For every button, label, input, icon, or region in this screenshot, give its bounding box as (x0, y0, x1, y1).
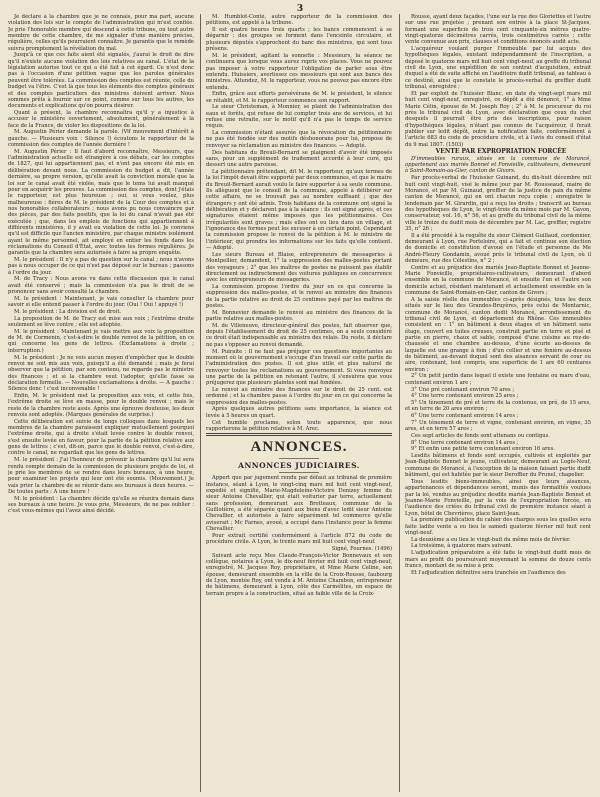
article-paragraph: M. Puiraite : Il ne faut pas préjuger ces questions importantes au moment où le gouvernement s'occupe d'un travail sur cette partie de l'administration des postes. Il est plus utile et plus naturel de renvoyer toutes les réclamations au gouvernement. Si vous renvoyez une partie de la pétition en retenant l'autre, il s'ensuivra que vous préjugerez que plusieurs plaintes sont mal fondées. (206, 348, 392, 387)
article-paragraph: Les sieurs Bureau et Blaise, entrepreneurs de messageries à Montpellier, demandent, 1° la suppression des malles-postes portant des voyageurs ; 2° que les maîtres de postes ne puissent pas établir directement ou indirectement des voitures publiques en concurrence avec les entrepreneurs de messageries. (206, 251, 392, 284)
annonces-title: ANNONCES. (250, 439, 348, 456)
article-paragraph: 4° Une terre contenant environ 25 ares ; (411, 393, 519, 400)
page-number: 3 (296, 4, 304, 14)
article-paragraph: M. le président : Maintenant je vais mettre aux voix la proposition de M. de Cormenin, c'est-à-dire le double renvoi de la pétition, en ce qui concerne les gens de lettres. (Exclamations à droite ; interruption.) (8, 328, 194, 354)
article-paragraph: Il est quatre heures trois quarts ; les bancs commencent à se dégarnir ; des groupes se forment dans l'enceinte circulaire, et plusieurs députés s'approchent du banc des ministres, qui sont tous présens. (206, 27, 392, 53)
article-paragraph: La commission propose l'ordre du jour en ce qui concerne la suppression des malles-postes, et le renvoi au ministre des finances de la partie relative au droit de 25 centimes payé par les maîtres de postes. (206, 283, 392, 309)
article-paragraph: La pétitionnaire prétendant, dit M. le rapporteur, qu'aux termes de la loi l'impôt devait être supporté par deux communes, et que le maire du Breuil-Bernard aurait voulu le faire supporter à sa seule commune. Ils allèguent que le conseil de la commune, appelé à délibérer sur cette affaire, ne se trouvait pas au nombre suffisant ; que des étrangers y ont été admis. Trois habitans de la commune ont signé la délibération et y déclarent pas à la séance : ils ont signé après, et ces signatures étaient même imposés que les pétitionnaires. Ces irrégularités sont graves ; mais elles ont eu lieu dans un village, et l'ignorance des formes peut les excuser à un certain point. Cependant la commission propose le renvoi de la pétition à M. le ministre de l'intérieur, qui prendra les informations sur les faits qu'elle contient. — Adopté. (206, 168, 392, 252)
column-2-body (206, 14, 392, 432)
article-paragraph: M. le président : Maintenant, je vais consulter la chambre pour savoir si elle entend passer à l'ordre du jour. (Oui ! Oui ! appuyé !) (8, 295, 194, 309)
article-paragraph: M. Augustin Périer : Il faut d'abord reconnaître, Messieurs, que l'administration actuelle est étrangère à ces débats, car les comptes de 1827, qui lui appartiennent pas, et n'ont pas encore été mis en délibération devant nous. La commission du budget a dit, l'année dernière, sa propre version, qu'elle avait la conviction morale que la loi sur le canal avait été violée, mais que le tems lui avait manqué pour en acquérir les preuves. La commission des comptes, dont j'étais le rapporteur, est plus heureuse ; oui, si vous voulez, plus malheureuse : fières de M. le président de la Cour des comptes et à nos honorables collaborateurs ; nous avons pu nous convaincre par des pièces, par des faits positifs, que la loi du canal n'avait pas été exécutée ; que, dans les emplois de fonctions qui appartiennent à différents ministères, il y avait eu violation de cette loi. Je conviens qu'il est difficile que l'ancien ministère, par chaque ministre isolément ayant le même personnel, ait employé en entier les fonds dans les réclamations du Conseil d'État, avec toutes les formes régulières. Je garantis que la chambre sera autorisée à faire sa propre enquête. (8, 148, 194, 257)
article-paragraph: La première publication du cahier des charges sous les quelles sera faite ladite vente a eu lieu le samedi quatorze février mil huit cent vingt-neuf. (405, 517, 591, 536)
article-paragraph: M. le président : La division est de droit. (14, 308, 122, 315)
article-paragraph: A la saisie réelle des immeubles ci-après désignés, tous les deux situés sur le lieu des Grandes-Bruyères, près celui de Montarnic, commune de Morancé, canton dudit Morancé, arrondissement du tribunal civil de Lyon, et département du Rhône. Ces immeubles consistent en : 1° un bâtiment à deux étages et un bâtiment sans étage, couvert en tuiles creuses, construit partie en terre et pisé et partie en pierre, chaux et sable, composé d'une cuisine au rez-de-chaussée et une chambre au-dessus, d'une écurie au-dessus de laquelle est une grange à foin ; d'un cellier et une fenière au-dessus de bâtiment, au-devant duquel sont des aisances servant de cour ou aire, contenant, tout compris, une superficie de 1 are 60 centiares environ ; (405, 296, 591, 373)
article-paragraph: Cet humble proclame, selon toute apparence, que nous rapporterons la pétition relative à M. Arec. (206, 419, 392, 432)
sale-heading: VENTE PAR EXPROPRIATION FORCÉE (435, 148, 567, 156)
article-paragraph: 5° Un tènement de pré et terre de la contenue, en pré, de 15 ares, et en terre de 20 ares environ ; (405, 399, 591, 413)
article-paragraph: M. Augustin Périer demande la parole. (Vif mouvement d'intérêt à gauche. — Plusieurs voix : Silence !) écoutons le rapporteur de la commission des comptes de l'année dernière ! (8, 129, 194, 149)
article-paragraph: La troisième, à quatorze mars suivant. (411, 543, 513, 550)
article-paragraph: Tous lesdits biens-immeubles, ainsi que leurs aisances, appartenances et dépendances seront, munis des formalités voulues par la loi, vendus au préjudice desdits mariés Jean-Baptiste Bonnet et Jeanne-Marie Fonvieille, par la voie de l'expropriation forcée, en l'audience des criées du tribunal civil de première instance séant à Lyon, hôtel de Chevrières, place Saint-Jean. (405, 478, 591, 517)
article-paragraph: Enfin, grâce aux efforts persévérans de M. le président, le silence se rétablit, et M. le rapporteur commence son rapport. (206, 91, 392, 104)
article-paragraph: Le sieur Christeman, à Monnier, se plaint de l'administration des eaux et forêts, qui refuse de lui compter trois ans de services, et lui refuse une retraite, sur le motif qu'il n'a pas le temps de service requis. (206, 104, 392, 130)
article-paragraph: Pour extrait certifié conformément à l'article 872 du code de procédure civile. A Lyon, le trente mars mil huit cent vingt-neuf. (206, 532, 392, 546)
article-paragraph: M. Humblot-Conté, autre rapporteur de la commission des pétitions, est appelé à la tribune. (206, 14, 392, 27)
article-paragraph: Contre et au préjudice des mariés Jean-Baptiste Bonnet et Jeanne-Marie Fonvieille, propriétaires-cultivateurs, demeurant d'abord ensemble en la commune de Morancé, et ensuite l'un et l'autre son domicile actuel, résidant maintenant et actuellement ensemble en la commune de Saint-Romain-en-Gier, canton de Givors ; (405, 264, 591, 297)
article-paragraph: 6° Une terre contenant environ 14 ares ; (411, 413, 519, 420)
article-paragraph: D'immeubles ruraux, situés en la commune de Morancé, appartenant aux mariés Bonnet et Fonvieille, cultivateurs, demeurant à Saint-Romain-au-Gier, canton de Givors. (405, 155, 591, 175)
article-paragraph: La deuxième a eu lieu le vingt-huit du même mois de février. (411, 536, 571, 543)
column-rule (200, 14, 201, 792)
article-paragraph: Il a été procédé à la requête du sieur Clément Guillaud, cordonnier, demeurant à Lyon, rue Porteloire, qui a fait et continue son élection de domicile et constitution d'avoué en l'étude et personne de Me André-Fleury Gondamin, avoué près le tribunal civil de Lyon, où il demeure, rue des Célestins, n° 2 ; (405, 232, 591, 265)
article-paragraph: 7° Un tènement de terre et vigne, contenant environ, en vigne, 35 ares, et en terre 57 ares ; (405, 419, 591, 433)
article-paragraph: Cette délibération est suivie de longs colloques dans lesquels les membres de la chambre paraissent expliquer mutuellement pourquoi l'extrême droite, qui à droite s'était levée contre le double renvoi, s'est ensuite levée en faveur, pour la partie de la pétition relative aux gens de lettres ; c'est, dit-on, parce que le double renvoi, c'est-à-dire, contre le canal, ne regardait que les gens de lettres. (8, 418, 194, 457)
title-divider (279, 458, 319, 459)
article-paragraph: Lesdits bâtimens et fonds sont occupés, cultivés et exploités par Jean-Baptiste Bonnet le jeune, cultivateur, demeurant au Logis-Neuf, commune de Morancé, à l'exception de la maison faisant partie dudit bâtiment, qui est habitée par le sieur Deroffier du Prunel, chapelier. (405, 453, 591, 479)
article-paragraph: Par procès-verbal de l'huissier Guinand, du dix-huit décembre mil huit cent vingt-huit, visé le même jour par M. Rousseaud, maire de Morancé, et par M. Guinaud, greffier de la justice de paix du même canton de Morancé, qui en ont chacun reçu copie ; enregistré le lendemain par M. Girardin, qui a reçu les droits ; transcrit au bureau des hypothèques de Lyon, le vingt-trois du même mois par M. Gavon, conservateur, vol. 16, n° 56, et au greffe du tribunal civil de la même ville le treize du dudit mois de décembre par M. Lac, greffier, registre 35, n° 26 ; (405, 175, 591, 232)
annonces-body (206, 475, 392, 597)
section-divider (206, 433, 392, 436)
column-2 (206, 14, 392, 792)
article-paragraph: L'adjudication préparatoire a été faite le vingt-huit dudit mois de mars au profit du poursuivant moyennant la somme de douze cents francs, montant de sa mise à prix. (405, 550, 591, 569)
article-paragraph: M. le président : Il n'y a pas de question sur le canal ; nous n'avons pas à nous occuper de ce qui n'est pas déposé sur le bureau ; passons à l'ordre du jour. (8, 257, 194, 276)
article-paragraph: Je déclare à la chambre que je ne connais, pour ma part, aucune violation des lois sur le compte de l'administration qui m'est confiée. Je prie l'honorable membre qui descend à cette tribune, ou tout autre membre de cette chambre, de me signaler d'une manière précise, régulière, celles qu'ils pourraient connaître. Je garantis que le remède suivra promptement la révélation du mal. (8, 14, 194, 52)
article-paragraph: Et par exploit de l'huissier Blanc, en date du vingt-sept mars mil huit cent vingt-neuf, enregistré, ce dépôt a été dénoncé, 1° à Mme Marie Célin, épouse de M. Joseph Roy ; 2° à M. le procureur du roi près le tribunal civil de Lyon, avec déclaration que ceux du chef desquels il pourrait être pris des inscriptions, pour raison d'hypothèques légales, n'étant pas connus de l'acquéreur, il ferait publier sur ledit dépôt, outre la notification faite, conformément à l'article 683 du code de procédure civile, et à l'avis du conseil d'état du 9 mai 1807. (1503) (405, 90, 591, 148)
article-paragraph: 2° Un petit jardin dans lequel il existe une fontaine ou mare d'eau, contenant environ 1 are ; (405, 373, 591, 386)
article-paragraph: Des habitans du Breuil-Bernard se plaignent d'avoir été imposés sans, pour un supplément de traitement accordé à leur curé, qui dessert une autre paroisse. (206, 149, 392, 169)
article-paragraph: 9° Et enfin une petite terre contenant environ 16 ares. (411, 446, 555, 453)
article-paragraph: La commission n'étant assurée que la révocation du pétitionnaire ne pas été fondée sur des motifs déshonorans pour lui, propose de renvoyer sa réclamation au ministre des finances. — Adopté. (206, 130, 392, 149)
article-paragraph: La proposition de M. de Tracy est mise aux voix ; l'extrême droite seulement se lève contre ; elle est adoptée. (8, 315, 194, 329)
article-paragraph: Après quelques autres pétitions sans importance, la séance est levée à 5 heures un quart. (206, 406, 392, 419)
column-3 (405, 14, 591, 792)
article-paragraph: M. le président, agitant la sonnette : Messieurs, la séance ne continuera que lorsque vous aurez repris vos places. Vous ne pouvez pas imposer à votre rapporteur l'obligation de parler sous être entendu. Huissiers, avertissez ces messieurs qui sont aux bancs des ministres. Attendez, M. le rapporteur, vous ne pouvez pas encore être entendu. (206, 52, 392, 91)
article-paragraph: Jusqu'à ce que ces faits aient été signalés, j'aurai le droit de dire qu'il n'existe aucune violation des lois relatives au canal. L'état de la législation autorise tout ce qui a été fait à cet égard. Ce n'est donc pas à l'occasion d'une pétition vague que les paroles générales peuvent être tolérées. La commission des comptes est réunie, celle du budget va l'être. C'est là que tous les éléments des comptes généraux et des comptes particuliers des ministres doivent arriver. Nous sommes prêts à fournir sur ce point, comme sur tous les autres, les documents et explications qu'on pourra désirer. (8, 52, 194, 110)
article-paragraph: L'acquéreur voulant purger l'immeuble par lui acquis des hypothèques légales, existant indépendamment de l'inscription, a déposé le quatorze mars mil huit cent vingt-neuf, au greffe du tribunal civil de Lyon, une expédition de son contrat d'acquisition, extrait duquel a été de suite affiché en l'auditoire dudit tribunal, au tableau à ce destiné, ainsi que le constate le procès-verbal du greffier dudit tribunal, enregistré ; (405, 46, 591, 91)
article-paragraph: M. le président : La chambre décide qu'elle se réunira demain dans ses bureaux à une heure. Je vous prie, Messieurs, de ne pas oublier : c'est vous-mêmes qui l'avez ainsi décidé. (8, 495, 194, 515)
article-paragraph: M. Bonnevier demande le renvoi au ministre des finances de la partie relative aux malles-postes. (206, 309, 392, 323)
article-paragraph: Appert que par jugement rendu par défaut au tribunal de première instance, séant à Lyon, le vingt-cinq mars mil huit cent vingt-neuf, expédié et signifié, Marie-Magdeleine-Victoire Denizey femme du sieur Antoine Chevallier, qui était voiturier par terre, actuellement sans profession, demeurant aux Brotteaux, commune de la Guillotière, a été séparée quant aux biens d'avec ledit sieur Antoine Chevallier, et autorisée à faire séparément tel commerce qu'elle aviserait ; Mc Farnes, avoué, a occupé dans l'instance pour la femme Chevallier. (206, 475, 392, 532)
article-paragraph: M. le président : J'ai l'honneur de prévenir la chambre qu'il lui sera rendu compte demain de la commission de plusieurs projets de loi, et je prie les membres de se rendre dans leurs bureaux, à une heure, pour examiner les projets qui leur ont été soumis. (Mouvement.) Je vais prier la chambre de se réunir dans ses bureaux à deux heures. — De toutes parts : A une heure ! (8, 457, 194, 495)
article-paragraph: 3° Une pré contenant environ 70 ares ; (411, 386, 515, 393)
column-rule (399, 14, 400, 792)
article-paragraph: Enfin, M. le président met la proposition aux voix, et cette fois, l'extrême droite se lève en masse, pour le double renvoi ; mais le reste de la chambre reste assis. Après une épreuve douteuse, les deux renvois sont adoptés. (Marques générales de surprise.) (8, 392, 194, 418)
article-paragraph: Suivant acte reçu Mes Claude-François-Victor Bonnevaux et son collègue, notaires à Lyon, le dix-neuf février mil huit cent vingt-neuf, enregistré, M. Jacques Roy, propriétaire, et Mme Marie Celine, son épouse, demeurant ensemble en la ville de la Croix-Rousse, faubourg de Lyon, montée Roy, ont vendu à M. Antoine Chambon, entrepreneur de bâtimens, demeurant à Lyon, côte des Carmélites, un espace de terrain propre à la construction, situé au faible ville de la Croix- (206, 552, 392, 597)
subtitle-divider (279, 472, 319, 473)
article-paragraph: Ces sept articles de fonds sont attenans ou contigus. (411, 432, 550, 439)
annonces-judiciaires-heading: ANNONCES JUDICIAIRES. (238, 461, 360, 471)
column-1 (8, 14, 194, 792)
article-paragraph: M. de Villeneuve, directeur-général des postes, fait observer que, depuis l'établissement du droit de 25 centimes, on a seuls considéré ce droit était indispensable au ministre des relais. Du reste, il déclare ne pas s'opposer au renvoi demandé. (206, 322, 392, 348)
article-paragraph: M. de Tracy : Nous avons vu dans cette discussion que le canal avait été conservé ; mais la commission n'a pas le droit de se prononcer sans avoir consulté la chambre. (8, 276, 194, 296)
article-paragraph: M. le président : Je ne vois aucun moyen d'empêcher que le double renvoi ne soit mis aux voix, puisqu'il a été demandé ; mais je ferai observer que la pétition, par son contenu, ne regarde pas le ministre des finances ; et si la chambre veut l'adopter, qu'elle fasse sa déclaration formelle. — Nouvelles exclamations à droite. — A gauche : Silence donc ! c'est inconvenable ! (8, 354, 194, 393)
article-paragraph: Et l'adjudication définitive sera tranchée en l'audience des (411, 569, 566, 576)
article-paragraph: Le renvoi au ministre des finances sur le droit de 25 cent. est ordonné ; et la chambre passe à l'ordre du jour en ce qui concerne la suppression des malles-postes. (206, 387, 392, 406)
article-paragraph: 8° Une terre contenant environ 14 ares ; (411, 439, 519, 446)
article-paragraph: Rousse, ayant deux façades, l'une sur la rue des Gloriettes et l'autre sur une rue projetée ; prenant son entrée à la place St-Jacques, formant une superficie de trois cent cinquante-six mètres quatre-vingt-quatorze décimètres carrés, trois centimètres carrés ; cette vente convenue aux prix, clauses et conditions énoncés audit acte. (405, 14, 591, 46)
article-paragraph: Signé, Fournes. (1496) (331, 545, 392, 552)
article-paragraph: Quant à présent, la chambre reconnaîtra qu'il y a injustice à accuser le ministère ouvertement, absolument, généralement à la face de la France, de violer les dispositions de la loi. (8, 109, 194, 129)
